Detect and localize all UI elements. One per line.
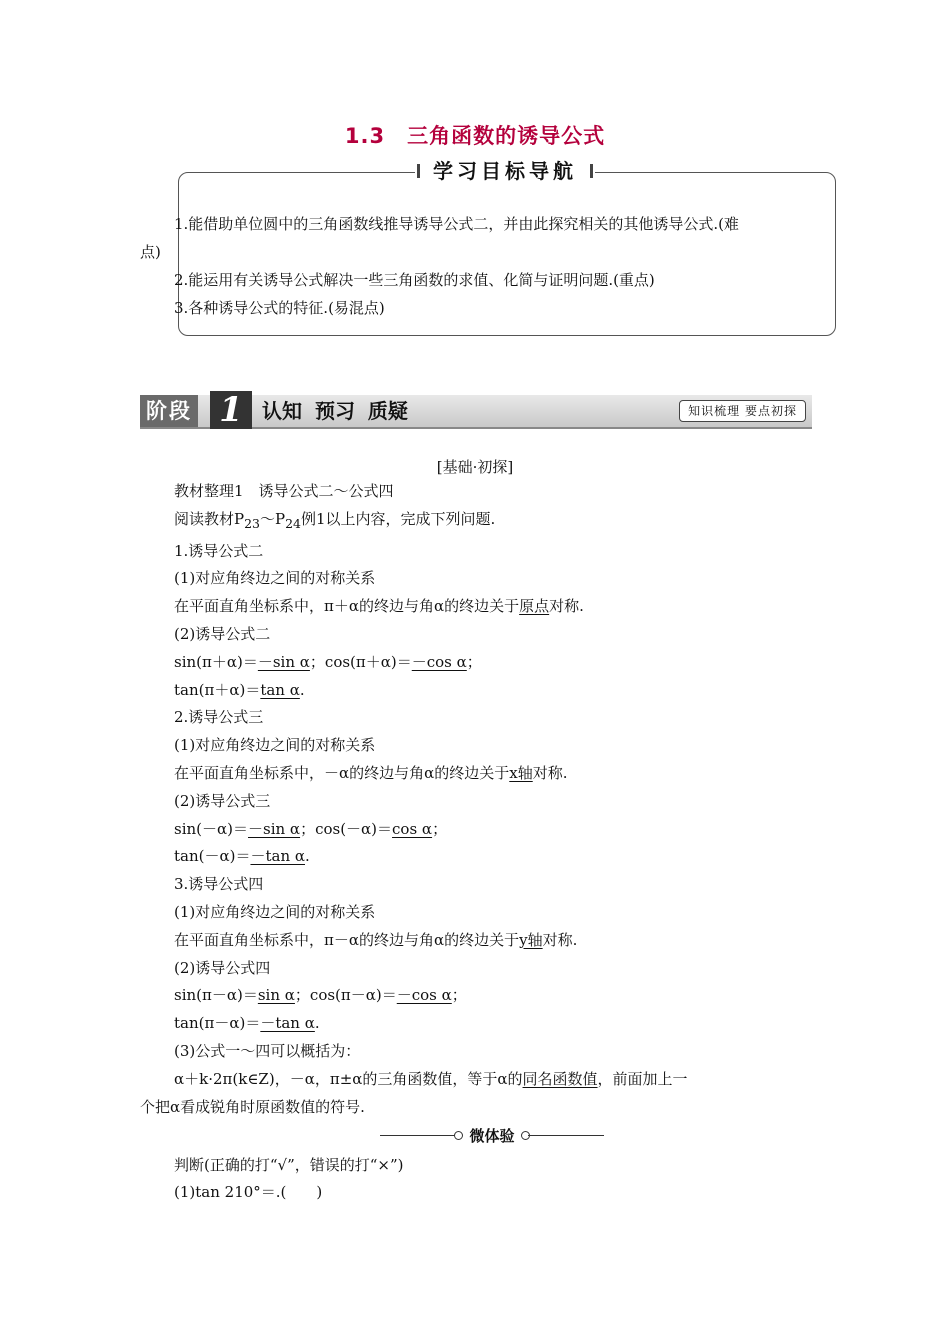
goal-item: 2.能运用有关诱导公式解决一些三角函数的求值、化简与证明问题.(重点)	[174, 271, 655, 289]
summary-title: (3)公式一～四可以概括为：	[174, 1041, 361, 1060]
micro-experience-divider	[380, 1124, 604, 1148]
stage-label: 阶段	[140, 395, 198, 427]
exercise-block	[140, 1152, 812, 1206]
stage-number: 1	[210, 391, 252, 429]
formula-4-sub: (1)对应角终边之间的对称关系	[174, 902, 376, 921]
goal-item: 3.各种诱导公式的特征.(易混点)	[174, 299, 385, 317]
formula-2-line: sin(π＋α)＝－sin α；cos(π＋α)＝－cos α；	[174, 652, 482, 671]
formula-4-title: 3.诱导公式四	[174, 875, 264, 894]
formula-2-line: tan(π＋α)＝tan α.	[174, 680, 305, 699]
formula-2-sub: (2)诱导公式二	[174, 624, 271, 643]
stage-tag: 知识梳理 要点初探	[679, 400, 806, 422]
stage-banner	[140, 390, 812, 430]
formula-3-sub: (2)诱导公式三	[174, 791, 271, 810]
formula-3-title: 2.诱导公式三	[174, 708, 264, 727]
goal-item: 1.能借助单位圆中的三角函数线推导诱导公式二，并由此探究相关的其他诱导公式.(难	[174, 215, 739, 233]
formula-2-title: 1.诱导公式二	[174, 541, 264, 560]
formula-4-line: sin(π－α)＝sin α；cos(π－α)＝－cos α；	[174, 986, 467, 1005]
summary-line: α＋k·2π(k∈Z)，－α，π±α的三角函数值，等于α的同名函数值，前面加上一	[174, 1069, 688, 1088]
formula-3-line: tan(－α)＝－tan α.	[174, 847, 310, 866]
page-title	[0, 120, 950, 150]
formula-4-line: tan(π－α)＝－tan α.	[174, 1014, 320, 1033]
stage-title: 认知 预习 质疑	[262, 399, 408, 423]
formula-4-desc: 在平面直角坐标系中，π－α的终边与角α的终边关于y轴对称.	[174, 930, 578, 949]
main-content	[140, 478, 812, 1121]
goal-item: 点)	[140, 243, 161, 261]
formula-3-line: sin(－α)＝－sin α；cos(－α)＝cos α；	[174, 819, 448, 838]
micro-experience-label: 微体验	[469, 1127, 515, 1145]
question-1: (1)tan 210°＝.( )	[174, 1183, 323, 1201]
formula-3-sub: (1)对应角终边之间的对称关系	[174, 736, 376, 755]
judge-instruction: 判断(正确的打“√”，错误的打“×”)	[174, 1156, 404, 1174]
formula-3-desc: 在平面直角坐标系中，－α的终边与角α的终边关于x轴对称.	[174, 763, 568, 782]
learning-goals-list	[140, 210, 820, 322]
formula-2-desc: 在平面直角坐标系中，π＋α的终边与角α的终边关于原点对称.	[174, 597, 584, 616]
topic-heading: 教材整理1 诱导公式二～公式四	[174, 482, 394, 500]
reading-instruction: 阅读教材$P_{23}\sim P_{24}$例1以上内容，完成下列问题.	[174, 509, 496, 531]
section-tag: [基础·初探]	[436, 458, 514, 476]
formula-2-sub: (1)对应角终边之间的对称关系	[174, 569, 376, 588]
divider-line	[528, 1135, 604, 1136]
formula-4-sub: (2)诱导公式四	[174, 958, 271, 977]
section-number: 1.3	[344, 124, 386, 148]
section-title: 三角函数的诱导公式	[407, 124, 606, 148]
summary-line: 个把α看成锐角时原函数值的符号.	[140, 1097, 365, 1116]
learning-goals-label: 学习目标导航	[415, 156, 595, 186]
